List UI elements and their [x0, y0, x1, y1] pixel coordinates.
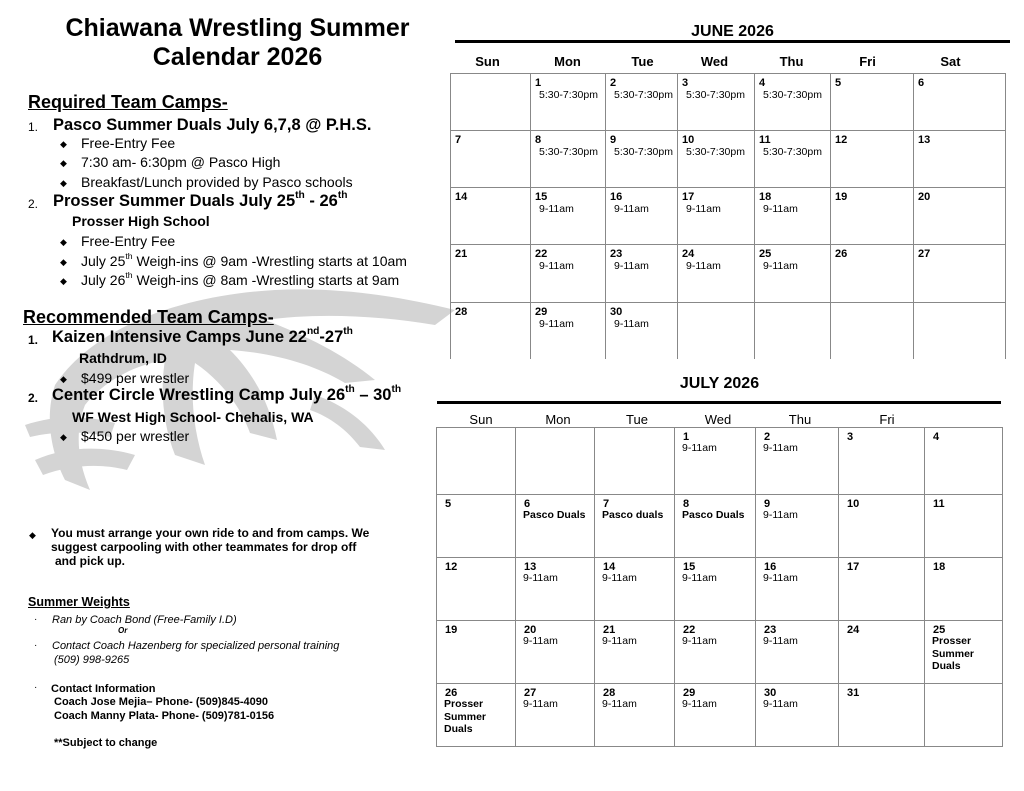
required-camp-1-number: 1.: [28, 120, 39, 134]
july-day-cell: [594, 427, 674, 494]
recommended-camp-2-location: WF West High School- Chehalis, WA: [72, 409, 314, 425]
practice-time: 9-11am: [763, 260, 798, 272]
june-title: JUNE 2026: [691, 23, 774, 40]
june-day-sat: Sat: [940, 54, 961, 69]
summer-weights-heading: Summer Weights: [28, 595, 130, 609]
day-number: 12: [835, 134, 848, 146]
practice-time: 9-11am: [539, 260, 574, 272]
june-day-cell: [450, 130, 530, 187]
day-number: 29: [683, 687, 696, 699]
day-number: 25: [759, 248, 772, 260]
july-day-cell: [924, 557, 1003, 620]
day-number: 16: [610, 191, 623, 203]
day-number: 30: [610, 306, 623, 318]
july-day-sun: Sun: [469, 412, 493, 427]
required-camps-heading: Required Team Camps-: [28, 92, 228, 112]
day-number: 17: [682, 191, 695, 203]
july-day-cell: [515, 557, 594, 620]
july-bottom-border: [436, 746, 1003, 747]
recommended-camp-2-number: 2.: [28, 391, 39, 405]
day-number: 23: [764, 624, 777, 636]
required-camp-2-bullet-2: July 25th Weigh-ins @ 9am -Wrestling starts at 10am: [81, 251, 407, 269]
june-day-wed: Wed: [700, 54, 729, 69]
day-number: 11: [759, 134, 771, 146]
day-number: 28: [603, 687, 616, 699]
practice-time: 9-11am: [686, 203, 721, 215]
practice-time: 5:30-7:30pm: [763, 146, 822, 158]
day-number: 8: [535, 134, 542, 146]
day-number: 14: [455, 191, 468, 203]
june-day-cell: [754, 187, 830, 244]
event-label: Prosser Summer Duals: [932, 635, 975, 672]
june-day-cell: [677, 244, 754, 302]
day-number: 6: [918, 77, 925, 89]
bullet-icon: ◆: [60, 276, 67, 286]
july-day-cell: [755, 494, 838, 557]
recommended-camp-2-price: $450 per wrestler: [81, 428, 190, 444]
practice-time: 5:30-7:30pm: [614, 146, 673, 158]
july-day-cell: [838, 683, 924, 747]
day-number: 22: [535, 248, 548, 260]
day-number: 10: [682, 134, 695, 146]
july-day-cell: [924, 683, 1003, 747]
june-day-cell: [754, 73, 830, 130]
day-number: 20: [918, 191, 931, 203]
july-day-cell: [924, 620, 1003, 683]
dot-icon: ·: [34, 640, 38, 651]
day-number: 3: [847, 431, 854, 443]
day-number: 7: [455, 134, 462, 146]
practice-time: 9-11am: [763, 572, 798, 584]
practice-time: 9-11am: [523, 698, 558, 710]
july-day-cell: [436, 683, 515, 747]
june-day-cell: [450, 187, 530, 244]
day-number: 1: [535, 77, 542, 89]
june-day-cell: [605, 130, 677, 187]
day-number: 3: [682, 77, 689, 89]
july-day-cell: [594, 494, 674, 557]
june-day-cell: [830, 130, 913, 187]
july-day-mon: Mon: [545, 412, 571, 427]
required-camp-2-bullet-1: Free-Entry Fee: [81, 233, 176, 249]
day-number: 15: [535, 191, 548, 203]
weights-line-2: Contact Coach Hazenberg for specialized personal training: [52, 640, 340, 652]
practice-time: 5:30-7:30pm: [763, 89, 822, 101]
day-number: 20: [524, 624, 537, 636]
day-number: 30: [764, 687, 777, 699]
june-day-thu: Thu: [779, 54, 804, 69]
july-day-fri: Fri: [879, 412, 895, 427]
june-day-cell: [754, 130, 830, 187]
bullet-icon: ◆: [29, 530, 36, 540]
june-day-cell: [830, 73, 913, 130]
practice-time: 9-11am: [763, 442, 798, 454]
required-camp-2-bullet-3: July 26th Weigh-ins @ 8am -Wrestling starts at 9am: [81, 270, 400, 288]
july-day-cell: [924, 494, 1003, 557]
practice-time: 9-11am: [682, 635, 717, 647]
required-camp-1-bullet-2: 7:30 am- 6:30pm @ Pasco High: [81, 154, 281, 170]
june-day-cell: [605, 73, 677, 130]
day-number: 25: [933, 624, 946, 636]
bullet-icon: ◆: [60, 139, 67, 149]
bullet-icon: ◆: [60, 178, 67, 188]
june-day-cell: [754, 244, 830, 302]
june-day-cell: [913, 187, 1006, 244]
june-day-cell: [830, 302, 913, 359]
practice-time: 5:30-7:30pm: [539, 146, 598, 158]
day-number: 5: [445, 498, 452, 510]
july-day-cell: [755, 427, 838, 494]
day-number: 10: [847, 498, 860, 510]
day-number: 4: [759, 77, 766, 89]
day-number: 28: [455, 306, 468, 318]
practice-time: 9-11am: [763, 203, 798, 215]
day-number: 13: [918, 134, 931, 146]
practice-time: 5:30-7:30pm: [686, 146, 745, 158]
june-day-cell: [913, 73, 1006, 130]
day-number: 19: [835, 191, 848, 203]
july-day-cell: [674, 683, 755, 747]
july-day-cell: [755, 620, 838, 683]
day-number: 1: [683, 431, 690, 443]
practice-time: 9-11am: [614, 203, 649, 215]
recommended-camp-1-number: 1.: [28, 333, 39, 347]
dot-icon: ·: [34, 614, 38, 625]
june-day-mon: Mon: [554, 54, 581, 69]
day-number: 21: [455, 248, 468, 260]
recommended-camp-1-price: $499 per wrestler: [81, 370, 190, 386]
practice-time: 9-11am: [602, 635, 637, 647]
event-label: Pasco duals: [602, 509, 664, 521]
june-day-cell: [530, 187, 605, 244]
practice-time: 9-11am: [614, 318, 649, 330]
june-day-cell: [830, 244, 913, 302]
day-number: 5: [835, 77, 842, 89]
practice-time: 9-11am: [682, 442, 717, 454]
june-rule: [455, 40, 1010, 43]
required-camp-1-title: Pasco Summer Duals July 6,7,8 @ P.H.S.: [53, 116, 372, 134]
event-label: Pasco Duals: [523, 509, 586, 521]
weights-or: Or: [118, 626, 128, 635]
contact-heading: Contact Information: [51, 683, 156, 695]
weights-phone: (509) 998-9265: [54, 654, 130, 666]
day-number: 23: [610, 248, 623, 260]
day-number: 2: [610, 77, 617, 89]
contact-1: Coach Jose Mejia– Phone- (509)845-4090: [54, 696, 268, 708]
day-number: 27: [918, 248, 931, 260]
day-number: 16: [764, 561, 777, 573]
july-day-cell: [674, 494, 755, 557]
practice-time: 9-11am: [602, 572, 637, 584]
subject-to-change: **Subject to change: [54, 737, 158, 749]
practice-time: 5:30-7:30pm: [614, 89, 673, 101]
day-number: 26: [445, 687, 458, 699]
june-day-cell: [677, 130, 754, 187]
practice-time: 5:30-7:30pm: [686, 89, 745, 101]
weights-line-1: Ran by Coach Bond (Free-Family I.D): [52, 614, 237, 626]
required-camp-1-bullet-1: Free-Entry Fee: [81, 135, 176, 151]
june-day-cell: [677, 187, 754, 244]
june-day-cell: [830, 187, 913, 244]
bullet-icon: ◆: [60, 374, 67, 384]
required-camp-2-number: 2.: [28, 197, 39, 211]
day-number: 6: [524, 498, 531, 510]
july-day-thu: Thu: [788, 412, 812, 427]
bullet-icon: ◆: [60, 432, 67, 442]
day-number: 24: [847, 624, 860, 636]
day-number: 22: [683, 624, 696, 636]
july-day-cell: [436, 557, 515, 620]
july-day-cell: [594, 683, 674, 747]
practice-time: 9-11am: [523, 635, 558, 647]
bullet-icon: ◆: [60, 257, 67, 267]
day-number: 21: [603, 624, 616, 636]
july-day-cell: [755, 557, 838, 620]
july-day-cell: [515, 427, 594, 494]
day-number: 8: [683, 498, 690, 510]
june-day-cell: [450, 244, 530, 302]
required-camp-1-bullet-3: Breakfast/Lunch provided by Pasco schools: [81, 174, 353, 190]
day-number: 12: [445, 561, 458, 573]
june-bottom-border: [450, 358, 1006, 359]
practice-time: 9-11am: [539, 203, 574, 215]
practice-time: 9-11am: [763, 509, 798, 521]
practice-time: 9-11am: [539, 318, 574, 330]
june-day-cell: [530, 244, 605, 302]
july-title: JULY 2026: [679, 375, 760, 392]
day-number: 19: [445, 624, 458, 636]
day-number: 18: [759, 191, 772, 203]
june-day-fri: Fri: [859, 54, 876, 69]
june-day-cell: [913, 130, 1006, 187]
july-day-cell: [515, 683, 594, 747]
practice-time: 9-11am: [763, 635, 798, 647]
june-day-cell: [605, 302, 677, 359]
day-number: 2: [764, 431, 771, 443]
practice-time: 9-11am: [682, 698, 717, 710]
june-day-cell: [605, 244, 677, 302]
june-day-cell: [677, 73, 754, 130]
recommended-camp-1-title: Kaizen Intensive Camps June 22nd-27th: [52, 325, 353, 346]
practice-time: 9-11am: [523, 572, 558, 584]
july-day-cell: [838, 494, 924, 557]
july-rule: [437, 401, 1001, 404]
transport-note: You must arrange your own ride to and from camps. We suggest carpooling with other teammates for drop off and pick up.: [51, 526, 370, 568]
recommended-camp-2-title: Center Circle Wrestling Camp July 26th – 30th: [52, 383, 402, 404]
june-day-sun: Sun: [475, 54, 500, 69]
contact-2: Coach Manny Plata- Phone- (509)781-0156: [54, 710, 275, 722]
required-camp-2-school: Prosser High School: [72, 213, 210, 229]
day-number: 14: [603, 561, 616, 573]
practice-time: 5:30-7:30pm: [539, 89, 598, 101]
july-day-cell: [838, 427, 924, 494]
june-day-cell: [677, 302, 754, 359]
practice-time: 9-11am: [763, 698, 798, 710]
day-number: 4: [933, 431, 940, 443]
july-day-cell: [924, 427, 1003, 494]
required-camp-2-title: Prosser Summer Duals July 25th - 26th: [53, 189, 348, 210]
july-day-tue: Tue: [626, 412, 648, 427]
day-number: 9: [764, 498, 771, 510]
july-day-cell: [515, 620, 594, 683]
june-day-cell: [913, 302, 1006, 359]
day-number: 9: [610, 134, 617, 146]
june-day-cell: [913, 244, 1006, 302]
day-number: 27: [524, 687, 537, 699]
june-day-cell: [605, 187, 677, 244]
july-day-cell: [755, 683, 838, 747]
day-number: 26: [835, 248, 848, 260]
july-day-cell: [436, 620, 515, 683]
practice-time: 9-11am: [686, 260, 721, 272]
july-day-wed: Wed: [704, 412, 732, 427]
practice-time: 9-11am: [602, 698, 637, 710]
title-line-1: Chiawana Wrestling Summer: [65, 14, 410, 42]
june-day-cell: [450, 302, 530, 359]
june-day-cell: [530, 302, 605, 359]
title-line-2: Calendar 2026: [152, 43, 323, 71]
page-title: [30, 14, 445, 72]
july-day-cell: [436, 494, 515, 557]
recommended-camps-heading: Recommended Team Camps-: [23, 307, 274, 327]
bullet-icon: ◆: [60, 158, 67, 168]
june-day-cell: [530, 73, 605, 130]
july-day-cell: [515, 494, 594, 557]
practice-time: 9-11am: [614, 260, 649, 272]
dot-icon: ·: [34, 682, 38, 693]
event-label: Prosser Summer Duals: [444, 698, 487, 735]
day-number: 17: [847, 561, 860, 573]
june-day-cell: [450, 73, 530, 130]
july-day-cell: [674, 557, 755, 620]
event-label: Pasco Duals: [682, 509, 745, 521]
june-day-cell: [754, 302, 830, 359]
day-number: 29: [535, 306, 548, 318]
day-number: 24: [682, 248, 695, 260]
day-number: 13: [524, 561, 537, 573]
day-number: 18: [933, 561, 946, 573]
day-number: 31: [847, 687, 860, 699]
practice-time: 9-11am: [682, 572, 717, 584]
june-day-tue: Tue: [631, 54, 654, 69]
recommended-camp-1-location: Rathdrum, ID: [79, 350, 167, 366]
day-number: 11: [933, 498, 945, 510]
july-day-cell: [838, 557, 924, 620]
july-day-cell: [674, 620, 755, 683]
july-day-cell: [838, 620, 924, 683]
july-day-cell: [594, 557, 674, 620]
day-number: 15: [683, 561, 696, 573]
july-day-cell: [674, 427, 755, 494]
june-day-cell: [530, 130, 605, 187]
day-number: 7: [603, 498, 610, 510]
july-day-cell: [436, 427, 515, 494]
bullet-icon: ◆: [60, 237, 67, 247]
july-day-cell: [594, 620, 674, 683]
